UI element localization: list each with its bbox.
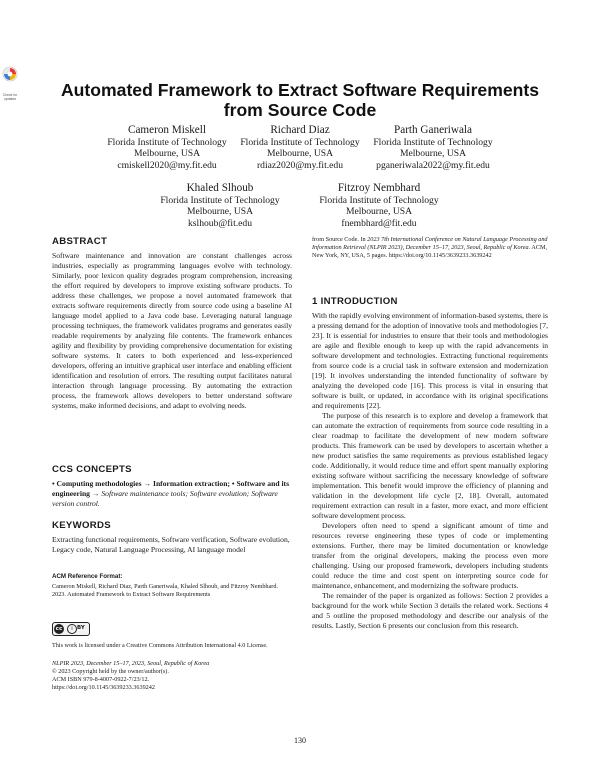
ccs-concept-1: Information extraction: [152, 479, 228, 488]
intro-paragraph: With the rapidly evolving environment of information-based systems, there is a pressing demand for the adoption of innovative tools and methodologies [7, 23]. It is essential for industries to ensure that their tools and methodologies are agile and flexible enough to keep up with the rapid advancements in software development and technologies. Extracting functional requirements from source code is a crucial task in software extension and modernization [19]. It involves understanding the intended functionality of software by analyzing the developed code [16]. This process is vital in ensuring that software is built, or updated, in accordance with its original specifications and requirements [22].: [312, 311, 548, 410]
conference-line: NLPIR 2023, December 15–17, 2023, Seoul, Republic of Korea: [52, 660, 210, 667]
author-affiliation: Florida Institute of Technology: [240, 136, 360, 148]
author-affiliation: Florida Institute of Technology: [373, 136, 493, 148]
isbn-line: ACM ISBN 979-8-4007-0922-7/23/12.: [52, 676, 150, 683]
paper-title: Automated Framework to Extract Software Requirements from Source Code: [60, 80, 540, 120]
ccs-text: [52, 479, 292, 509]
abstract-section: [52, 236, 292, 411]
author-location: Melbourne, USA: [133, 148, 201, 160]
check-for-updates-label: Check for updates: [2, 93, 18, 101]
acm-reference-cont: [312, 236, 548, 260]
author-block: [135, 182, 305, 229]
acm-reference-continued: [312, 236, 548, 260]
author-email[interactable]: pganeriwala2022@my.fit.edu: [376, 159, 490, 171]
ccs-bullet-1: • Computing methodologies: [52, 479, 142, 488]
keywords-section: [52, 520, 292, 555]
acm-ref-cont-plain-2: ACM, New York, NY, USA, 5 pages. https://doi.org/10.1145/3639233.3639242: [312, 244, 548, 259]
ccs-separator: ; •: [227, 479, 235, 488]
ccs-section: [52, 464, 292, 509]
attribution-icon: i: [67, 624, 77, 634]
footer-notes: [52, 660, 292, 692]
check-for-updates-badge[interactable]: [2, 66, 18, 101]
acm-reference-label: ACM Reference Format:: [52, 573, 123, 580]
intro-paragraph: The purpose of this research is to explore and develop a framework that can automate the extraction of requirements from source code resulting in a clear roadmap to facilitate the development of new modern software products. This framework can be used by developers to ascertain whether a new product satisfies the same requirements as previous established legacy code. Additionally, it would reduce time and effort spent manually exploring existing software without sacrificing the necessary knowledge of software implementation. This benefit would improve the efficiency of planning and validation in the development life cycle [2, 18]. Overall, automated requirement extraction can result in a faster, more exact, and more efficient software development process.: [312, 411, 548, 520]
author-location: Melbourne, USA: [345, 206, 413, 218]
introduction-section: [312, 296, 548, 631]
author-name: Parth Ganeriwala: [394, 124, 472, 136]
keywords-text: Extracting functional requirements, Software verification, Software evolution, Legacy code, Natural Language Processing, AI language model: [52, 535, 290, 554]
author-email[interactable]: fnembhard@fit.edu: [341, 217, 417, 229]
copyright-line: © 2023 Copyright held by the owner/author(s).: [52, 668, 169, 675]
intro-paragraph: The remainder of the paper is organized as follows: Section 2 provides a background for the work while Section 3 details the related work. Sections 4 and 5 outline the proposed methodology and describe our analysis of the results. Lastly, Section 6 presents our conclusion from this research.: [312, 591, 548, 630]
ccs-bullet-2: Software and its engineering: [52, 479, 290, 498]
abstract-heading: ABSTRACT: [52, 236, 108, 247]
acm-reference-text: Cameron Miskell, Richard Diaz, Parth Ganeriwala, Khaled Slhoub, and Fitzroy Nembhard. 2023. Automated Framework to Extract Software Requirements: [52, 583, 278, 598]
author-name: Fitzroy Nembhard: [337, 182, 421, 194]
author-email[interactable]: kslhoub@fit.edu: [188, 217, 252, 229]
author-name: Khaled Slhoub: [186, 182, 254, 194]
keywords-heading: KEYWORDS: [52, 520, 111, 531]
intro-paragraph: Developers often need to spend a significant amount of time and resources reverse engineering these types of code or implementing extensions. Further, there may be limited documentation or knowledge transfer from the original developers, making the process even more challenging. Using our proposed framework, developers including students could reduce the time and cost spent on interpreting source code for maintenance, enhancement, and modernizing the software products.: [312, 521, 548, 590]
by-label: BY: [77, 625, 85, 632]
author-email[interactable]: rdiaz2020@my.fit.edu: [256, 159, 343, 171]
author-email[interactable]: cmiskell2020@my.fit.edu: [117, 159, 217, 171]
author-location: Melbourne, USA: [186, 206, 254, 218]
author-location: Melbourne, USA: [399, 148, 467, 160]
author-name: Cameron Miskell: [128, 124, 206, 136]
doi-link[interactable]: https://doi.org/10.1145/3639233.3639242: [52, 684, 155, 691]
acm-ref-cont-plain-1: from Source Code. In: [312, 236, 366, 243]
ccs-concept-2: Software maintenance tools; Software evolution; Software version control.: [52, 489, 278, 508]
license-text: This work is licensed under a Creative Commons Attribution International 4.0 License.: [52, 642, 268, 649]
check-for-updates-icon: [2, 66, 18, 88]
cc-icon: cc: [55, 626, 63, 633]
ccs-arrow: →: [91, 489, 100, 498]
creative-commons-badge[interactable]: [52, 622, 90, 636]
acm-reference: [52, 573, 292, 599]
author-location: Melbourne, USA: [266, 148, 334, 160]
author-affiliation: Florida Institute of Technology: [107, 136, 227, 148]
author-affiliation: Florida Institute of Technology: [160, 194, 280, 206]
author-block: [348, 124, 518, 171]
acm-ref-cont-italic: 2023 7th International Conference on Natural Language Processing and Information Retrieval (NLPIR 2023), December 15–17, 2023, Seoul, Republic of Korea.: [312, 236, 548, 251]
license-block: [52, 620, 292, 650]
author-affiliation: Florida Institute of Technology: [319, 194, 439, 206]
introduction-heading: 1 INTRODUCTION: [312, 296, 398, 307]
author-block: [294, 182, 464, 229]
abstract-text: Software maintenance and innovation are constant challenges across industries, especially as programming languages evolve with technology. Similarly, poor lexicon quality degrades program comprehension, increasing the effort required by developers to improve existing software products. To address these challenges, we propose a novel automated framework that extracts software requirements directly from source code using a baseline AI language model applied to a Java code base. Leveraging natural language processing techniques, the framework validates programs and generates easily readable requirements by analyzing file contents. The framework enhances agility and flexibility by providing comprehensive documentation for existing software systems. It caters to both experienced and less-experienced developers, offering an intuitive graphical user interface and enabling efficient identification and resolution of errors. The resulting output facilitates natural interaction through language processing. By automating the extraction process, the framework allows developers to better understand software systems, make informed decisions, and adapt to evolving needs.: [52, 251, 292, 410]
page-number: 130: [294, 736, 306, 745]
author-name: Richard Diaz: [270, 124, 330, 136]
ccs-arrow: →: [143, 479, 152, 488]
ccs-heading: CCS CONCEPTS: [52, 464, 132, 475]
